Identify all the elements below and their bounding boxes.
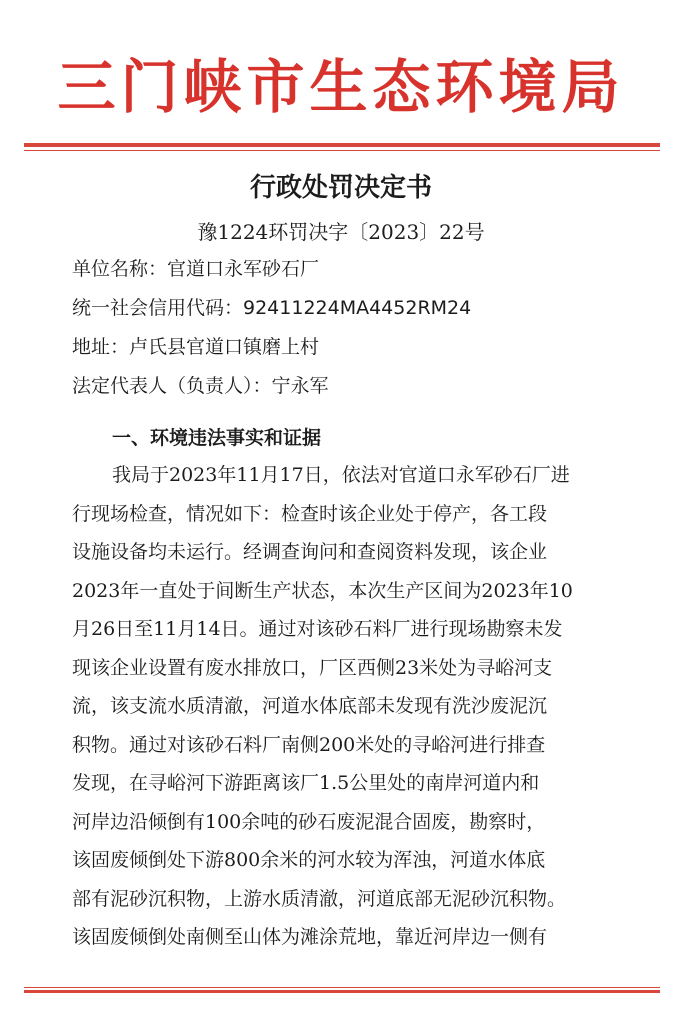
masthead-divider-thin [24, 150, 660, 151]
body-line: 发现，在寻峪河下游距离该厂1.5公里处的南岸河道内和 [72, 772, 540, 794]
body-line: 该固废倾倒处下游800余米的河水较为浑浊，河道水体底 [72, 849, 546, 871]
body-line: 2023年一直处于间断生产状态，本次生产区间为2023年10 [72, 579, 573, 602]
section-heading: 一、环境违法事实和证据 [112, 427, 322, 449]
body-line: 月26日至11月14日。通过对该砂石料厂进行现场勘察未发 [72, 618, 563, 640]
document-title: 行政处罚决定书 [249, 173, 432, 203]
address-field: 地址：卢氏县官道口镇磨上村 [72, 336, 320, 358]
unit-name-field: 单位名称：官道口永军砂石厂 [72, 258, 320, 280]
body-line: 行现场检查，情况如下：检查时该企业处于停产，各工段 [72, 502, 548, 525]
representative-field: 法定代表人（负责人）：宁永军 [72, 375, 329, 397]
agency-masthead: 三门峡市生态环境局 [57, 53, 625, 121]
document-number: 豫1224环罚决字〔2023〕22号 [197, 220, 485, 244]
body-paragraph [72, 456, 632, 957]
body-line: 积物。通过对该砂石料厂南侧200米处的寻峪河进行排查 [72, 733, 546, 756]
masthead-divider-thick [24, 143, 660, 147]
body-line: 流，该支流水质清澈，河道水体底部未发现有洗沙废泥沉 [72, 695, 548, 717]
body-line: 我局于2023年11月17日，依法对官道口永军砂石厂进 [112, 464, 570, 486]
body-line: 河岸边沿倾倒有100余吨的砂石废泥混合固废，勘察时， [72, 810, 546, 833]
body-line: 现该企业设置有废水排放口，厂区西侧23米处为寻峪河支 [72, 656, 553, 679]
credit-code-field: 统一社会信用代码：92411224MA4452RM24 [72, 297, 472, 319]
body-line: 设施设备均未运行。经调查询问和查阅资料发现，该企业 [72, 541, 548, 563]
body-line: 该固废倾倒处南侧至山体为滩涂荒地，靠近河岸边一侧有 [72, 926, 548, 948]
footer-divider-thin [24, 987, 660, 988]
body-line: 部有泥砂沉积物，上游水质清澈，河道底部无泥砂沉积物。 [72, 887, 567, 910]
footer-divider-thick [24, 990, 660, 993]
